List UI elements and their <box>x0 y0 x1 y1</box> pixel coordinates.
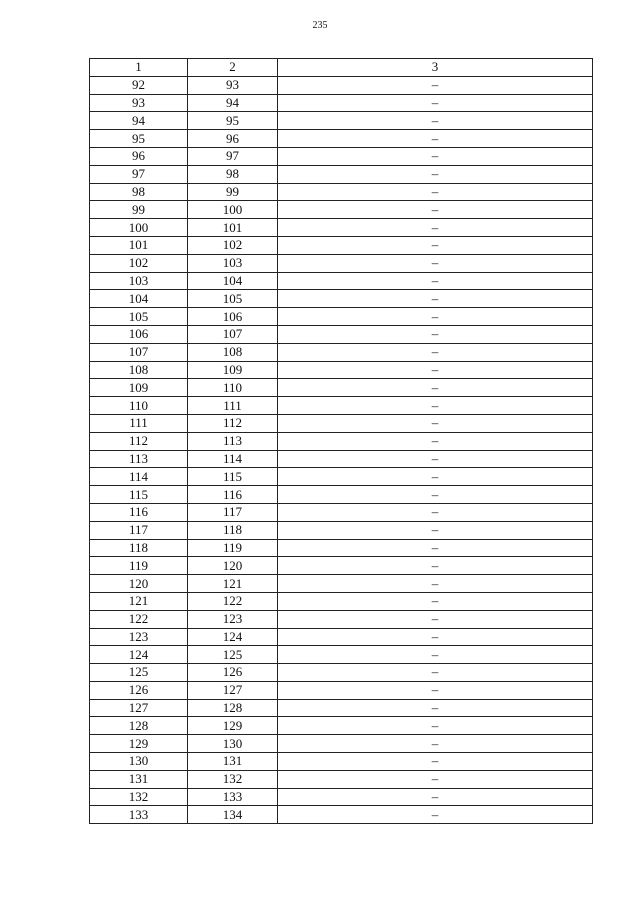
page-number: 235 <box>312 20 328 31</box>
table-cell-col-1: 125 <box>90 664 188 682</box>
table-cell-col-3: – <box>278 806 593 824</box>
table-cell-col-1: 114 <box>90 468 188 486</box>
table-cell-col-1: 120 <box>90 575 188 593</box>
header-row <box>90 59 593 77</box>
table-row <box>90 183 593 201</box>
table-cell-col-2: 102 <box>188 236 278 254</box>
table-cell-col-1: 129 <box>90 735 188 753</box>
table-cell-col-2: 108 <box>188 343 278 361</box>
table-cell-col-3: – <box>278 557 593 575</box>
table-cell-col-3: – <box>278 592 593 610</box>
table-cell-col-3: – <box>278 397 593 415</box>
table-cell-col-2: 130 <box>188 735 278 753</box>
table-cell-col-2: 118 <box>188 521 278 539</box>
table-row <box>90 272 593 290</box>
table-cell-col-2: 96 <box>188 130 278 148</box>
table-row <box>90 147 593 165</box>
table-row <box>90 717 593 735</box>
table-cell-col-2: 116 <box>188 486 278 504</box>
table-cell-col-3: – <box>278 147 593 165</box>
table-cell-col-3: – <box>278 112 593 130</box>
table-row <box>90 628 593 646</box>
table-cell-col-1: 104 <box>90 290 188 308</box>
table-cell-col-2: 133 <box>188 788 278 806</box>
table-cell-col-3: – <box>278 664 593 682</box>
table-cell-col-2: 98 <box>188 165 278 183</box>
table-row <box>90 664 593 682</box>
table-cell-col-2: 129 <box>188 717 278 735</box>
table-cell-col-1: 102 <box>90 254 188 272</box>
table-cell-col-2: 105 <box>188 290 278 308</box>
table-cell-col-1: 123 <box>90 628 188 646</box>
table-cell-col-1: 116 <box>90 503 188 521</box>
table-row <box>90 290 593 308</box>
table-cell-col-1: 93 <box>90 94 188 112</box>
table-cell-col-2: 101 <box>188 219 278 237</box>
table-cell-col-1: 110 <box>90 397 188 415</box>
table-row <box>90 699 593 717</box>
table-cell-col-1: 111 <box>90 414 188 432</box>
column-header-2: 2 <box>188 59 278 77</box>
table-cell-col-3: – <box>278 770 593 788</box>
table-row <box>90 325 593 343</box>
table-row <box>90 503 593 521</box>
table-cell-col-2: 128 <box>188 699 278 717</box>
table-cell-col-3: – <box>278 361 593 379</box>
table-cell-col-3: – <box>278 699 593 717</box>
table-cell-col-2: 124 <box>188 628 278 646</box>
table-cell-col-3: – <box>278 628 593 646</box>
table-cell-col-3: – <box>278 325 593 343</box>
table-cell-col-1: 131 <box>90 770 188 788</box>
table-row <box>90 646 593 664</box>
table-cell-col-3: – <box>278 76 593 94</box>
table-cell-col-2: 131 <box>188 753 278 771</box>
table-cell-col-1: 118 <box>90 539 188 557</box>
table-cell-col-1: 109 <box>90 379 188 397</box>
table-cell-col-1: 113 <box>90 450 188 468</box>
table-cell-col-3: – <box>278 414 593 432</box>
table-cell-col-2: 114 <box>188 450 278 468</box>
table-row <box>90 343 593 361</box>
table-row <box>90 379 593 397</box>
table-cell-col-3: – <box>278 236 593 254</box>
table-cell-col-1: 112 <box>90 432 188 450</box>
table-cell-col-2: 113 <box>188 432 278 450</box>
table-cell-col-1: 106 <box>90 325 188 343</box>
table-cell-col-3: – <box>278 219 593 237</box>
table-cell-col-2: 109 <box>188 361 278 379</box>
table-row <box>90 592 593 610</box>
table-cell-col-2: 95 <box>188 112 278 130</box>
table-row <box>90 521 593 539</box>
table-cell-col-2: 123 <box>188 610 278 628</box>
table-row <box>90 76 593 94</box>
table-cell-col-3: – <box>278 717 593 735</box>
table-cell-col-1: 107 <box>90 343 188 361</box>
table-cell-col-3: – <box>278 432 593 450</box>
table-row <box>90 575 593 593</box>
table-cell-col-1: 100 <box>90 219 188 237</box>
table-cell-col-2: 111 <box>188 397 278 415</box>
table-cell-col-2: 110 <box>188 379 278 397</box>
table-cell-col-1: 99 <box>90 201 188 219</box>
table-cell-col-2: 97 <box>188 147 278 165</box>
table-cell-col-3: – <box>278 183 593 201</box>
table-cell-col-2: 120 <box>188 557 278 575</box>
table-cell-col-1: 133 <box>90 806 188 824</box>
table-cell-col-3: – <box>278 681 593 699</box>
table-cell-col-2: 93 <box>188 76 278 94</box>
table-cell-col-2: 121 <box>188 575 278 593</box>
table-cell-col-1: 132 <box>90 788 188 806</box>
table-cell-col-1: 119 <box>90 557 188 575</box>
table-row <box>90 361 593 379</box>
table-cell-col-2: 100 <box>188 201 278 219</box>
table-row <box>90 557 593 575</box>
table-row <box>90 788 593 806</box>
table-cell-col-2: 127 <box>188 681 278 699</box>
table-row <box>90 539 593 557</box>
table-cell-col-3: – <box>278 254 593 272</box>
table-row <box>90 219 593 237</box>
table-cell-col-3: – <box>278 486 593 504</box>
table-row <box>90 432 593 450</box>
table-cell-col-1: 94 <box>90 112 188 130</box>
table-row <box>90 486 593 504</box>
table-cell-col-2: 103 <box>188 254 278 272</box>
table-cell-col-2: 132 <box>188 770 278 788</box>
table-row <box>90 165 593 183</box>
table-row <box>90 94 593 112</box>
data-table <box>89 58 593 824</box>
table-cell-col-3: – <box>278 165 593 183</box>
table-cell-col-2: 117 <box>188 503 278 521</box>
table-row <box>90 468 593 486</box>
table-cell-col-3: – <box>278 343 593 361</box>
table-cell-col-2: 126 <box>188 664 278 682</box>
table-row <box>90 236 593 254</box>
table-row <box>90 610 593 628</box>
table-cell-col-3: – <box>278 539 593 557</box>
table-cell-col-3: – <box>278 646 593 664</box>
table-row <box>90 450 593 468</box>
table-row <box>90 806 593 824</box>
table-row <box>90 753 593 771</box>
table-cell-col-1: 121 <box>90 592 188 610</box>
table-cell-col-1: 117 <box>90 521 188 539</box>
table-cell-col-2: 99 <box>188 183 278 201</box>
table-cell-col-1: 115 <box>90 486 188 504</box>
table-cell-col-3: – <box>278 610 593 628</box>
table-row <box>90 201 593 219</box>
table-cell-col-2: 94 <box>188 94 278 112</box>
table-cell-col-3: – <box>278 753 593 771</box>
table-cell-col-2: 119 <box>188 539 278 557</box>
table-cell-col-3: – <box>278 201 593 219</box>
table-cell-col-1: 96 <box>90 147 188 165</box>
table-cell-col-1: 101 <box>90 236 188 254</box>
table-cell-col-1: 108 <box>90 361 188 379</box>
column-header-1: 1 <box>90 59 188 77</box>
table-cell-col-1: 92 <box>90 76 188 94</box>
table-cell-col-2: 106 <box>188 308 278 326</box>
table-row <box>90 414 593 432</box>
table-body <box>90 76 593 823</box>
table-cell-col-3: – <box>278 788 593 806</box>
table-cell-col-1: 97 <box>90 165 188 183</box>
table-cell-col-1: 126 <box>90 681 188 699</box>
table-cell-col-2: 104 <box>188 272 278 290</box>
table-cell-col-3: – <box>278 503 593 521</box>
table-cell-col-2: 125 <box>188 646 278 664</box>
table-cell-col-3: – <box>278 468 593 486</box>
table-cell-col-1: 130 <box>90 753 188 771</box>
table-cell-col-1: 103 <box>90 272 188 290</box>
table-cell-col-1: 95 <box>90 130 188 148</box>
table-cell-col-3: – <box>278 521 593 539</box>
table-row <box>90 770 593 788</box>
table-cell-col-1: 105 <box>90 308 188 326</box>
table-cell-col-2: 107 <box>188 325 278 343</box>
table-cell-col-1: 128 <box>90 717 188 735</box>
table-row <box>90 308 593 326</box>
column-header-3: 3 <box>278 59 593 77</box>
table-cell-col-3: – <box>278 735 593 753</box>
table-cell-col-1: 122 <box>90 610 188 628</box>
table-cell-col-3: – <box>278 94 593 112</box>
table-header <box>90 59 593 77</box>
table-cell-col-1: 124 <box>90 646 188 664</box>
table-cell-col-3: – <box>278 130 593 148</box>
table-row <box>90 397 593 415</box>
table-cell-col-1: 98 <box>90 183 188 201</box>
table-cell-col-2: 112 <box>188 414 278 432</box>
table-cell-col-2: 122 <box>188 592 278 610</box>
table-row <box>90 735 593 753</box>
table-cell-col-2: 115 <box>188 468 278 486</box>
table-row <box>90 254 593 272</box>
table-row <box>90 130 593 148</box>
table-cell-col-3: – <box>278 450 593 468</box>
table-row <box>90 112 593 130</box>
table-cell-col-3: – <box>278 575 593 593</box>
table-cell-col-3: – <box>278 379 593 397</box>
table-cell-col-3: – <box>278 308 593 326</box>
table-cell-col-2: 134 <box>188 806 278 824</box>
table-cell-col-1: 127 <box>90 699 188 717</box>
table-cell-col-3: – <box>278 272 593 290</box>
table-cell-col-3: – <box>278 290 593 308</box>
table-row <box>90 681 593 699</box>
